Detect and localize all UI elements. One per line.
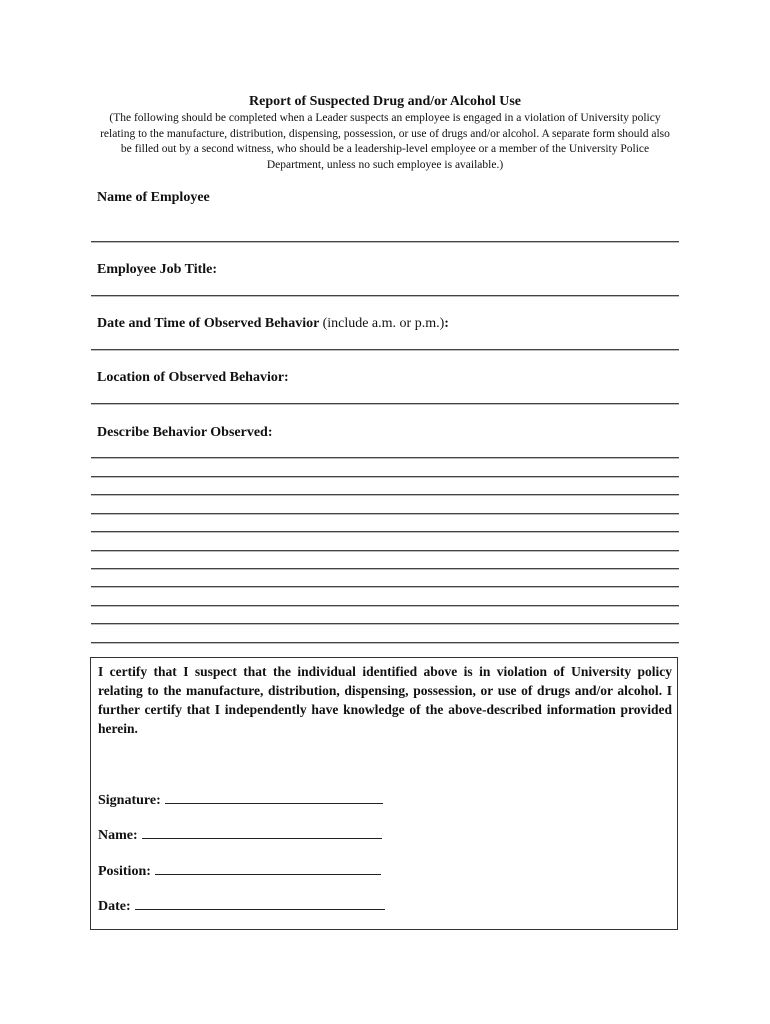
date-time-colon: : xyxy=(444,316,449,331)
location-line[interactable] xyxy=(91,403,679,405)
position-line[interactable] xyxy=(155,860,381,875)
date-row xyxy=(98,895,385,915)
describe-line[interactable] xyxy=(91,568,679,570)
signature-row xyxy=(98,789,383,809)
describe-line[interactable] xyxy=(91,531,679,533)
name-row xyxy=(98,824,382,844)
signature-line[interactable] xyxy=(165,789,383,804)
name-line[interactable] xyxy=(142,824,382,839)
certification-statement: I certify that I suspect that the individual identified above is in violation of University policy relating to the manufacture, distribution, dispensing, possession, or use of drugs and/or alcohol. I further certify that I independently have knowledge of the above-described information provided herein. xyxy=(98,664,672,736)
date-time-label-main: Date and Time of Observed Behavior xyxy=(97,316,320,331)
name-of-employee-label: Name of Employee xyxy=(97,190,210,205)
date-time-note: (include a.m. or p.m.) xyxy=(322,316,445,331)
date-label: Date: xyxy=(98,899,131,914)
name-label: Name: xyxy=(98,828,138,843)
describe-line[interactable] xyxy=(91,550,679,552)
certification-box xyxy=(90,657,678,930)
position-label: Position: xyxy=(98,864,151,879)
date-time-label xyxy=(97,316,449,332)
describe-line[interactable] xyxy=(91,586,679,588)
describe-line[interactable] xyxy=(91,457,679,459)
location-label: Location of Observed Behavior: xyxy=(97,370,289,385)
describe-line[interactable] xyxy=(91,494,679,496)
describe-line[interactable] xyxy=(91,476,679,478)
describe-line[interactable] xyxy=(91,642,679,644)
job-title-label: Employee Job Title: xyxy=(97,262,218,277)
describe-line[interactable] xyxy=(91,623,679,625)
form-instructions: (The following should be completed when a Leader suspects an employee is engaged in a violation of University policy relating to the manufacture, distribution, dispensing, possession, or use of drugs and/or alcohol. A separate form should also be filled out by a second witness, who should be a leadership-level employee or a member of the University Police Department, unless no such employee is available.) xyxy=(100,112,670,171)
describe-line[interactable] xyxy=(91,605,679,607)
name-of-employee-line[interactable] xyxy=(91,241,679,243)
date-time-line[interactable] xyxy=(91,349,679,351)
date-line[interactable] xyxy=(135,895,385,910)
position-row xyxy=(98,860,381,880)
signature-label: Signature: xyxy=(98,793,161,808)
describe-line[interactable] xyxy=(91,513,679,515)
job-title-line[interactable] xyxy=(91,295,679,297)
describe-behavior-label: Describe Behavior Observed: xyxy=(97,425,273,440)
form-title: Report of Suspected Drug and/or Alcohol Use xyxy=(249,94,521,109)
